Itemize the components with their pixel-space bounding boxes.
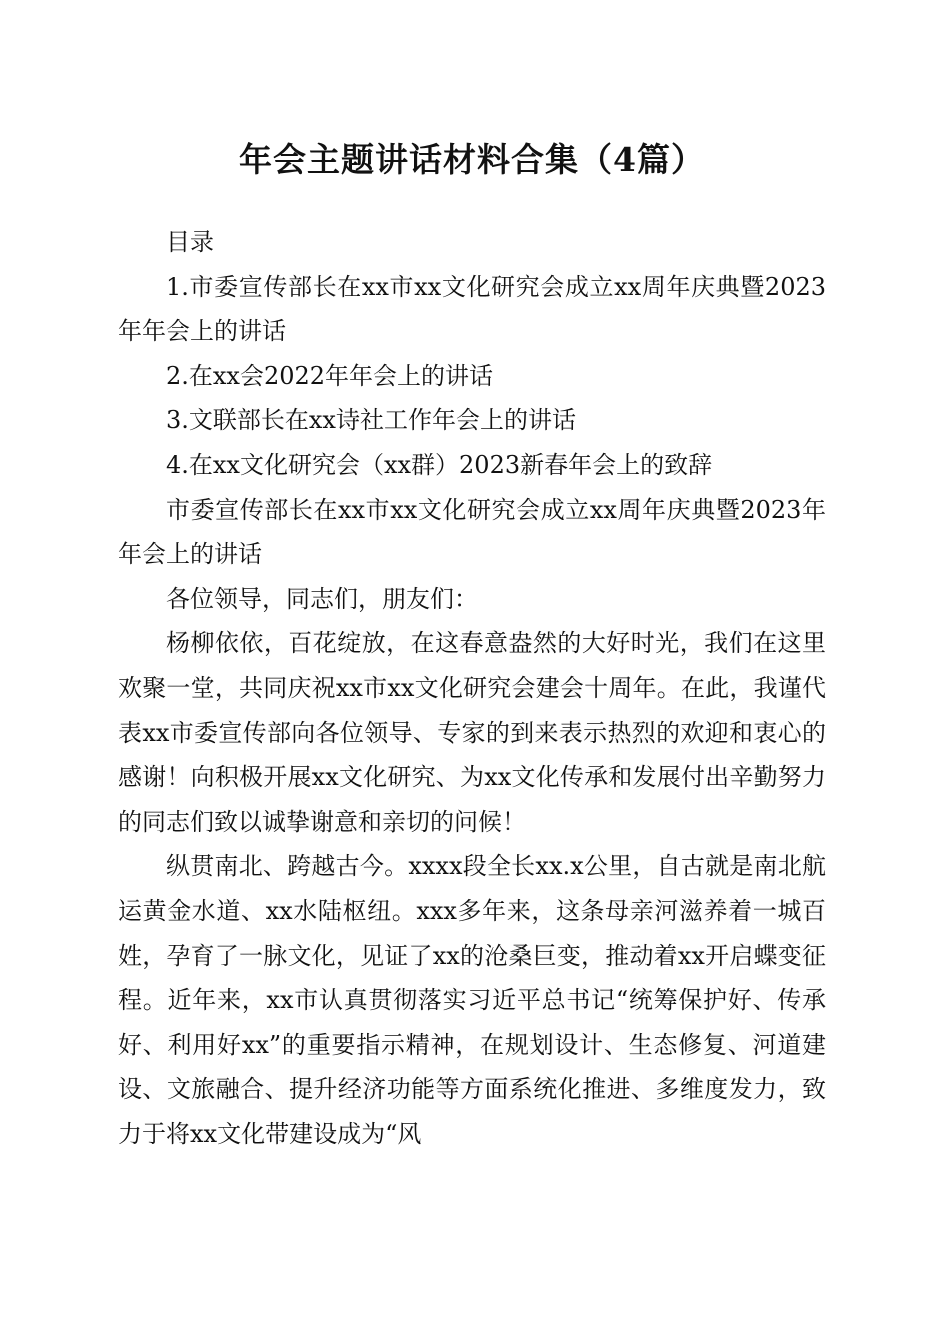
document-body [118, 220, 826, 1156]
document-page [118, 130, 826, 1156]
toc-item: 1.市委宣传部长在xx市xx文化研究会成立xx周年庆典暨2023年年会上的讲话 [118, 272, 826, 346]
speech-title: 市委宣传部长在xx市xx文化研究会成立xx周年庆典暨2023年年会上的讲话 [118, 495, 826, 569]
document-title: 年会主题讲话材料合集（4篇） [239, 140, 705, 179]
toc-item: 2.在xx会2022年年会上的讲话 [166, 361, 494, 390]
body-paragraph: 杨柳依依，百花绽放，在这春意盎然的大好时光，我们在这里欢聚一堂，共同庆祝xx市xx文化研究会建会十周年。在此，我谨代表xx市委宣传部向各位领导、专家的到来表示热烈的欢迎和衷心的感谢！向积极开展xx文化研究、为xx文化传承和发展付出辛勤努力的同志们致以诚挚谢意和亲切的问候！ [118, 629, 826, 836]
toc-item: 3.文联部长在xx诗社工作年会上的讲话 [166, 406, 576, 435]
toc-item: 4.在xx文化研究会（xx群）2023新春年会上的致辞 [166, 450, 713, 479]
toc-heading: 目录 [166, 228, 214, 256]
body-paragraph: 纵贯南北、跨越古今。xxxx段全长xx.x公里，自古就是南北航运黄金水道、xx水陆枢纽。xxx多年来，这条母亲河滋养着一城百姓，孕育了一脉文化，见证了xx的沧桑巨变，推动着xx开启蝶变征程。近年来，xx市认真贯彻落实习近平总书记“统筹保护好、传承好、利用好xx”的重要指示精神，在规划设计、生态修复、河道建设、文旅融合、提升经济功能等方面系统化推进、多维度发力，致力于将xx文化带建设成为“风 [118, 852, 826, 1148]
salutation: 各位领导，同志们，朋友们： [166, 584, 478, 613]
